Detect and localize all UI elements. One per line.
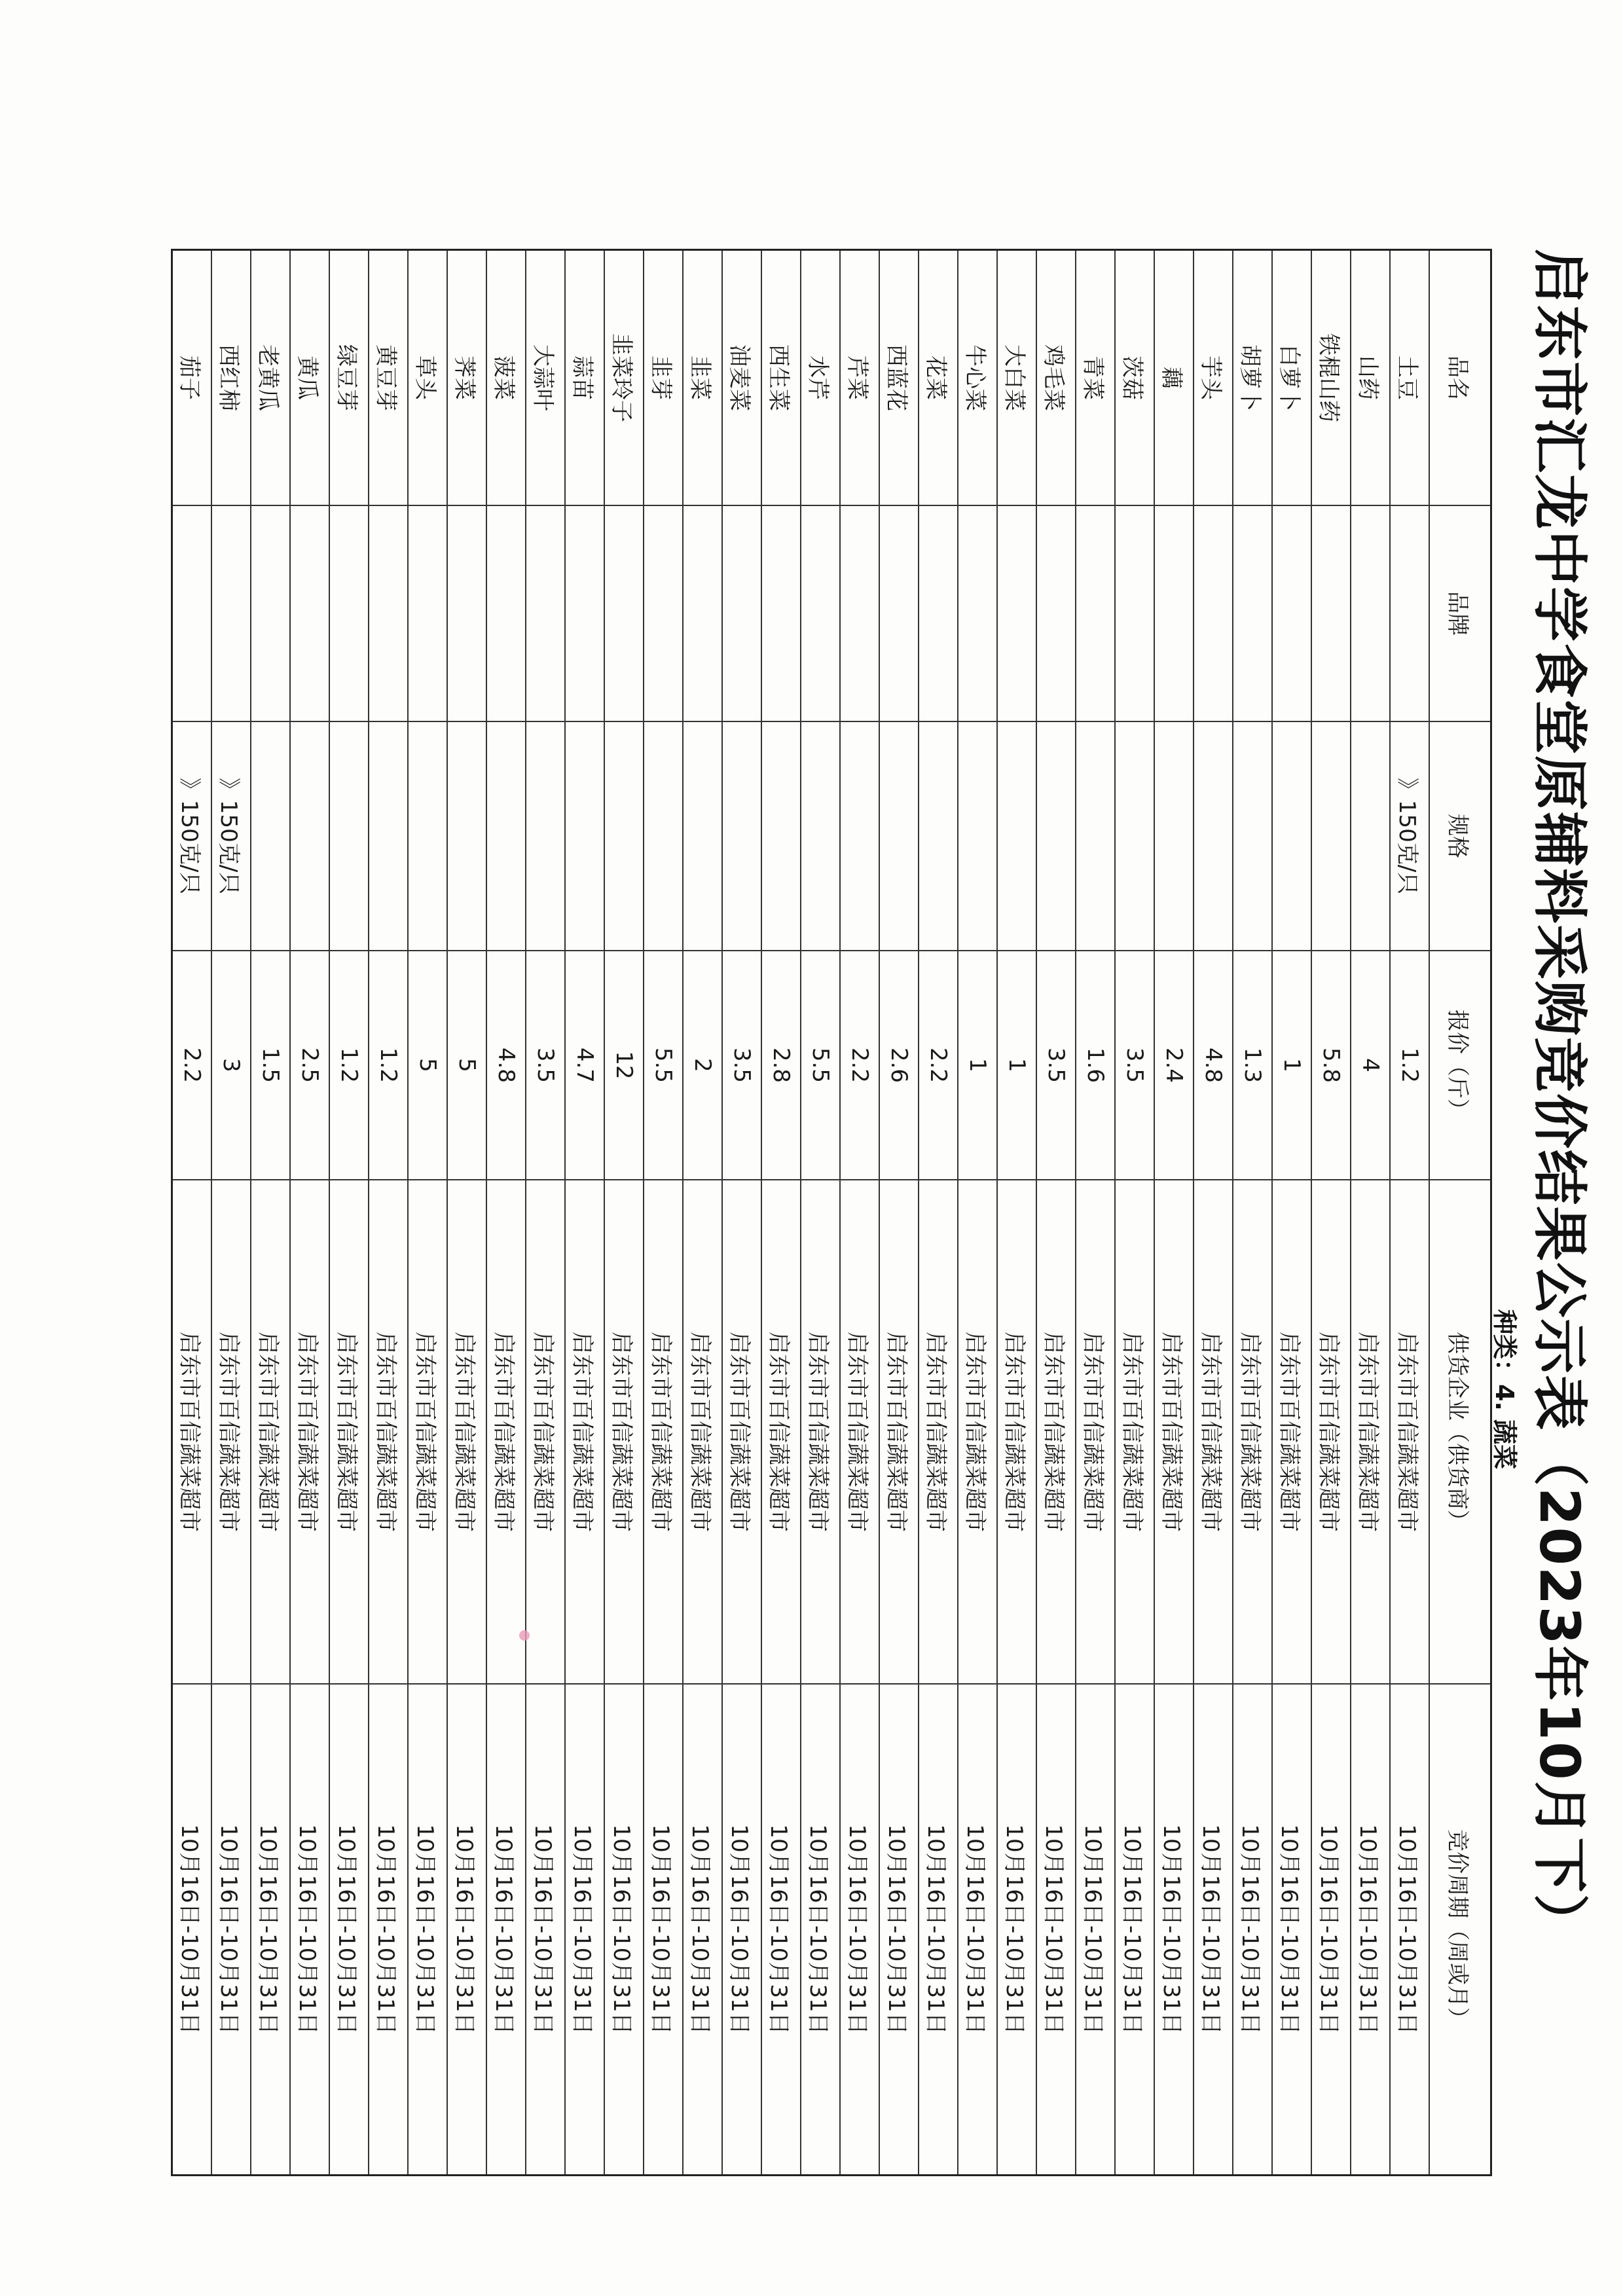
table-body	[172, 250, 1430, 2176]
cell-supplier: 启东市百信蔬菜超市	[329, 1180, 369, 1684]
cell-name: 老黄瓜	[251, 250, 290, 506]
table-row	[290, 250, 329, 2176]
cell-brand	[329, 505, 369, 721]
cell-name: 黄瓜	[290, 250, 329, 506]
cell-brand	[1351, 505, 1390, 721]
cell-price: 5.5	[644, 951, 683, 1180]
cell-price: 2.5	[290, 951, 329, 1180]
header-brand: 品牌	[1429, 505, 1491, 721]
cell-period: 10月16日-10月31日	[1311, 1684, 1351, 2176]
cell-price: 2.2	[840, 951, 879, 1180]
cell-brand	[1311, 505, 1351, 721]
cell-name: 绿豆芽	[329, 250, 369, 506]
cell-supplier: 启东市百信蔬菜超市	[1390, 1180, 1429, 1684]
cell-spec	[683, 721, 722, 951]
cell-brand	[840, 505, 879, 721]
cell-supplier: 启东市百信蔬菜超市	[486, 1180, 526, 1684]
cell-name: 花菜	[919, 250, 958, 506]
table-row	[251, 250, 290, 2176]
cell-price: 4.8	[486, 951, 526, 1180]
cell-name: 土豆	[1390, 250, 1429, 506]
cell-spec	[369, 721, 408, 951]
cell-period: 10月16日-10月31日	[211, 1684, 251, 2176]
cell-spec: 》150克/只	[172, 721, 212, 951]
cell-supplier: 启东市百信蔬菜超市	[1076, 1180, 1115, 1684]
cell-supplier: 启东市百信蔬菜超市	[879, 1180, 919, 1684]
cell-name: 芹菜	[840, 250, 879, 506]
cell-period: 10月16日-10月31日	[1351, 1684, 1390, 2176]
table-row	[1311, 250, 1351, 2176]
cell-price: 3.5	[722, 951, 761, 1180]
table-row	[1272, 250, 1311, 2176]
cell-price: 2.4	[1154, 951, 1194, 1180]
page-title: 启东市汇龙中学食堂原辅料采购竞价结果公示表（2023年10月下）	[1527, 249, 1592, 1950]
cell-period: 10月16日-10月31日	[408, 1684, 447, 2176]
table-row	[1390, 250, 1429, 2176]
cell-spec	[604, 721, 644, 951]
table-row	[644, 250, 683, 2176]
cell-supplier: 启东市百信蔬菜超市	[290, 1180, 329, 1684]
cell-brand	[1390, 505, 1429, 721]
table-row	[1036, 250, 1076, 2176]
cell-period: 10月16日-10月31日	[329, 1684, 369, 2176]
cell-name: 青菜	[1076, 250, 1115, 506]
cell-spec	[879, 721, 919, 951]
cell-supplier: 启东市百信蔬菜超市	[211, 1180, 251, 1684]
cell-period: 10月16日-10月31日	[565, 1684, 604, 2176]
table-row	[1351, 250, 1390, 2176]
cell-name: 韭菜	[683, 250, 722, 506]
cell-price: 12	[604, 951, 644, 1180]
cell-supplier: 启东市百信蔬菜超市	[1036, 1180, 1076, 1684]
cell-spec	[919, 721, 958, 951]
table-row	[408, 250, 447, 2176]
cell-name: 韭菜玲子	[604, 250, 644, 506]
cell-brand	[879, 505, 919, 721]
cell-price: 3.5	[1115, 951, 1154, 1180]
cell-spec	[1076, 721, 1115, 951]
cell-spec	[408, 721, 447, 951]
cell-price: 2.2	[172, 951, 212, 1180]
cell-brand	[172, 505, 212, 721]
cell-name: 茄子	[172, 250, 212, 506]
cell-supplier: 启东市百信蔬菜超市	[1115, 1180, 1154, 1684]
cell-spec	[1311, 721, 1351, 951]
cell-name: 菠菜	[486, 250, 526, 506]
cell-price: 4.8	[1194, 951, 1233, 1180]
table-row	[1194, 250, 1233, 2176]
cell-supplier: 启东市百信蔬菜超市	[1351, 1180, 1390, 1684]
cell-spec: 》150克/只	[211, 721, 251, 951]
cell-price: 5	[447, 951, 486, 1180]
cell-supplier: 启东市百信蔬菜超市	[761, 1180, 801, 1684]
cell-brand	[958, 505, 997, 721]
cell-price: 2.2	[919, 951, 958, 1180]
cell-spec	[1233, 721, 1272, 951]
cell-price: 2.8	[761, 951, 801, 1180]
table-row	[447, 250, 486, 2176]
cell-brand	[369, 505, 408, 721]
cell-name: 大白菜	[997, 250, 1036, 506]
cell-name: 胡萝卜	[1233, 250, 1272, 506]
table-row	[172, 250, 212, 2176]
cell-supplier: 启东市百信蔬菜超市	[722, 1180, 761, 1684]
cell-price: 3	[211, 951, 251, 1180]
cell-name: 荠菜	[447, 250, 486, 506]
header-supplier: 供货企业（供货商）	[1429, 1180, 1491, 1684]
cell-period: 10月16日-10月31日	[447, 1684, 486, 2176]
cell-spec	[290, 721, 329, 951]
cell-spec	[1036, 721, 1076, 951]
cell-price: 2.6	[879, 951, 919, 1180]
cell-brand	[801, 505, 840, 721]
cell-name: 草头	[408, 250, 447, 506]
table-row	[840, 250, 879, 2176]
cell-period: 10月16日-10月31日	[1390, 1684, 1429, 2176]
cell-brand	[211, 505, 251, 721]
cell-period: 10月16日-10月31日	[369, 1684, 408, 2176]
cell-spec	[1115, 721, 1154, 951]
header-spec: 规格	[1429, 721, 1491, 951]
table-row	[801, 250, 840, 2176]
cell-name: 蒜苗	[565, 250, 604, 506]
cell-name: 藕	[1154, 250, 1194, 506]
cell-spec	[447, 721, 486, 951]
table-row	[1115, 250, 1154, 2176]
cell-period: 10月16日-10月31日	[919, 1684, 958, 2176]
cell-name: 西红柿	[211, 250, 251, 506]
table-row	[1154, 250, 1194, 2176]
cell-brand	[447, 505, 486, 721]
header-period: 竞价周期（周或月）	[1429, 1684, 1491, 2176]
cell-period: 10月16日-10月31日	[761, 1684, 801, 2176]
cell-name: 西生菜	[761, 250, 801, 506]
cell-period: 10月16日-10月31日	[1194, 1684, 1233, 2176]
table-row	[211, 250, 251, 2176]
cell-spec	[565, 721, 604, 951]
cell-brand	[1115, 505, 1154, 721]
cell-brand	[683, 505, 722, 721]
cell-price: 1.2	[369, 951, 408, 1180]
cell-period: 10月16日-10月31日	[290, 1684, 329, 2176]
cell-name: 油麦菜	[722, 250, 761, 506]
cell-name: 西蓝花	[879, 250, 919, 506]
cell-spec	[958, 721, 997, 951]
cell-price: 5.5	[801, 951, 840, 1180]
cell-spec	[840, 721, 879, 951]
cell-brand	[565, 505, 604, 721]
cell-name: 白萝卜	[1272, 250, 1311, 506]
header-price: 报价（斤）	[1429, 951, 1491, 1180]
cell-period: 10月16日-10月31日	[1036, 1684, 1076, 2176]
cell-price: 1.5	[251, 951, 290, 1180]
cell-period: 10月16日-10月31日	[683, 1684, 722, 2176]
cell-price: 5	[408, 951, 447, 1180]
cell-price: 1.6	[1076, 951, 1115, 1180]
table-row	[958, 250, 997, 2176]
table-row	[997, 250, 1036, 2176]
cell-price: 2	[683, 951, 722, 1180]
cell-period: 10月16日-10月31日	[1115, 1684, 1154, 2176]
cell-brand	[1233, 505, 1272, 721]
cell-price: 1	[958, 951, 997, 1180]
cell-supplier: 启东市百信蔬菜超市	[1233, 1180, 1272, 1684]
category-label: 种类：4. 蔬菜	[1490, 1309, 1519, 1470]
table-row	[879, 250, 919, 2176]
table-row	[604, 250, 644, 2176]
cell-supplier: 启东市百信蔬菜超市	[447, 1180, 486, 1684]
cell-spec	[997, 721, 1036, 951]
cell-name: 水芹	[801, 250, 840, 506]
cell-period: 10月16日-10月31日	[1272, 1684, 1311, 2176]
cell-period: 10月16日-10月31日	[251, 1684, 290, 2176]
cell-supplier: 启东市百信蔬菜超市	[526, 1180, 565, 1684]
cell-supplier: 启东市百信蔬菜超市	[683, 1180, 722, 1684]
cell-spec	[801, 721, 840, 951]
cell-price: 4.7	[565, 951, 604, 1180]
cell-period: 10月16日-10月31日	[1154, 1684, 1194, 2176]
cell-period: 10月16日-10月31日	[486, 1684, 526, 2176]
cell-spec	[1194, 721, 1233, 951]
cell-brand	[722, 505, 761, 721]
cell-name: 铁棍山药	[1311, 250, 1351, 506]
cell-name: 山药	[1351, 250, 1390, 506]
cell-supplier: 启东市百信蔬菜超市	[172, 1180, 212, 1684]
cell-brand	[1154, 505, 1194, 721]
cell-price: 1.2	[329, 951, 369, 1180]
cell-spec	[1351, 721, 1390, 951]
cell-name: 茨菇	[1115, 250, 1154, 506]
cell-supplier: 启东市百信蔬菜超市	[1311, 1180, 1351, 1684]
table-row	[329, 250, 369, 2176]
table-row	[722, 250, 761, 2176]
cell-period: 10月16日-10月31日	[958, 1684, 997, 2176]
cell-supplier: 启东市百信蔬菜超市	[644, 1180, 683, 1684]
cell-supplier: 启东市百信蔬菜超市	[369, 1180, 408, 1684]
table-row	[526, 250, 565, 2176]
cell-name: 牛心菜	[958, 250, 997, 506]
table-row	[761, 250, 801, 2176]
cell-brand	[408, 505, 447, 721]
cell-name: 鸡毛菜	[1036, 250, 1076, 506]
cell-price: 1	[1272, 951, 1311, 1180]
cell-spec	[329, 721, 369, 951]
cell-supplier: 启东市百信蔬菜超市	[958, 1180, 997, 1684]
cell-period: 10月16日-10月31日	[1076, 1684, 1115, 2176]
cell-spec	[1272, 721, 1311, 951]
cell-brand	[290, 505, 329, 721]
cell-price: 1	[997, 951, 1036, 1180]
cell-supplier: 启东市百信蔬菜超市	[840, 1180, 879, 1684]
cell-period: 10月16日-10月31日	[997, 1684, 1036, 2176]
cell-brand	[644, 505, 683, 721]
cell-brand	[997, 505, 1036, 721]
cell-period: 10月16日-10月31日	[526, 1684, 565, 2176]
cell-brand	[919, 505, 958, 721]
cell-brand	[1272, 505, 1311, 721]
table-row	[919, 250, 958, 2176]
cell-price: 1.2	[1390, 951, 1429, 1180]
cell-spec: 》150克/只	[1390, 721, 1429, 951]
cell-period: 10月16日-10月31日	[172, 1684, 212, 2176]
cell-period: 10月16日-10月31日	[722, 1684, 761, 2176]
cell-supplier: 启东市百信蔬菜超市	[1194, 1180, 1233, 1684]
cell-spec	[486, 721, 526, 951]
cell-supplier: 启东市百信蔬菜超市	[604, 1180, 644, 1684]
cell-spec	[526, 721, 565, 951]
cell-brand	[1194, 505, 1233, 721]
cell-price: 1.3	[1233, 951, 1272, 1180]
cell-supplier: 启东市百信蔬菜超市	[997, 1180, 1036, 1684]
cell-spec	[761, 721, 801, 951]
cell-period: 10月16日-10月31日	[879, 1684, 919, 2176]
cell-period: 10月16日-10月31日	[644, 1684, 683, 2176]
cell-period: 10月16日-10月31日	[604, 1684, 644, 2176]
cell-supplier: 启东市百信蔬菜超市	[251, 1180, 290, 1684]
cell-period: 10月16日-10月31日	[1233, 1684, 1272, 2176]
bid-results-table	[171, 249, 1492, 2176]
table-row	[486, 250, 526, 2176]
table-row	[1233, 250, 1272, 2176]
cell-price: 3.5	[526, 951, 565, 1180]
cell-price: 4	[1351, 951, 1390, 1180]
cell-price: 3.5	[1036, 951, 1076, 1180]
cell-supplier: 启东市百信蔬菜超市	[408, 1180, 447, 1684]
cell-period: 10月16日-10月31日	[840, 1684, 879, 2176]
table-header-row	[1429, 250, 1491, 2176]
table-row	[565, 250, 604, 2176]
cell-period: 10月16日-10月31日	[801, 1684, 840, 2176]
table-row	[1076, 250, 1115, 2176]
cell-brand	[251, 505, 290, 721]
cell-brand	[1076, 505, 1115, 721]
cell-brand	[486, 505, 526, 721]
cell-brand	[526, 505, 565, 721]
cell-spec	[644, 721, 683, 951]
cell-name: 韭芽	[644, 250, 683, 506]
cell-supplier: 启东市百信蔬菜超市	[801, 1180, 840, 1684]
cell-name: 黄豆芽	[369, 250, 408, 506]
cell-supplier: 启东市百信蔬菜超市	[1272, 1180, 1311, 1684]
cell-spec	[722, 721, 761, 951]
table-row	[369, 250, 408, 2176]
pink-ink-mark	[519, 1630, 530, 1641]
cell-supplier: 启东市百信蔬菜超市	[919, 1180, 958, 1684]
cell-brand	[1036, 505, 1076, 721]
cell-brand	[604, 505, 644, 721]
cell-brand	[761, 505, 801, 721]
cell-price: 5.8	[1311, 951, 1351, 1180]
cell-supplier: 启东市百信蔬菜超市	[565, 1180, 604, 1684]
cell-spec	[251, 721, 290, 951]
header-name: 品名	[1429, 250, 1491, 506]
cell-name: 芋头	[1194, 250, 1233, 506]
cell-name: 大蒜叶	[526, 250, 565, 506]
cell-supplier: 启东市百信蔬菜超市	[1154, 1180, 1194, 1684]
table-row	[683, 250, 722, 2176]
cell-spec	[1154, 721, 1194, 951]
